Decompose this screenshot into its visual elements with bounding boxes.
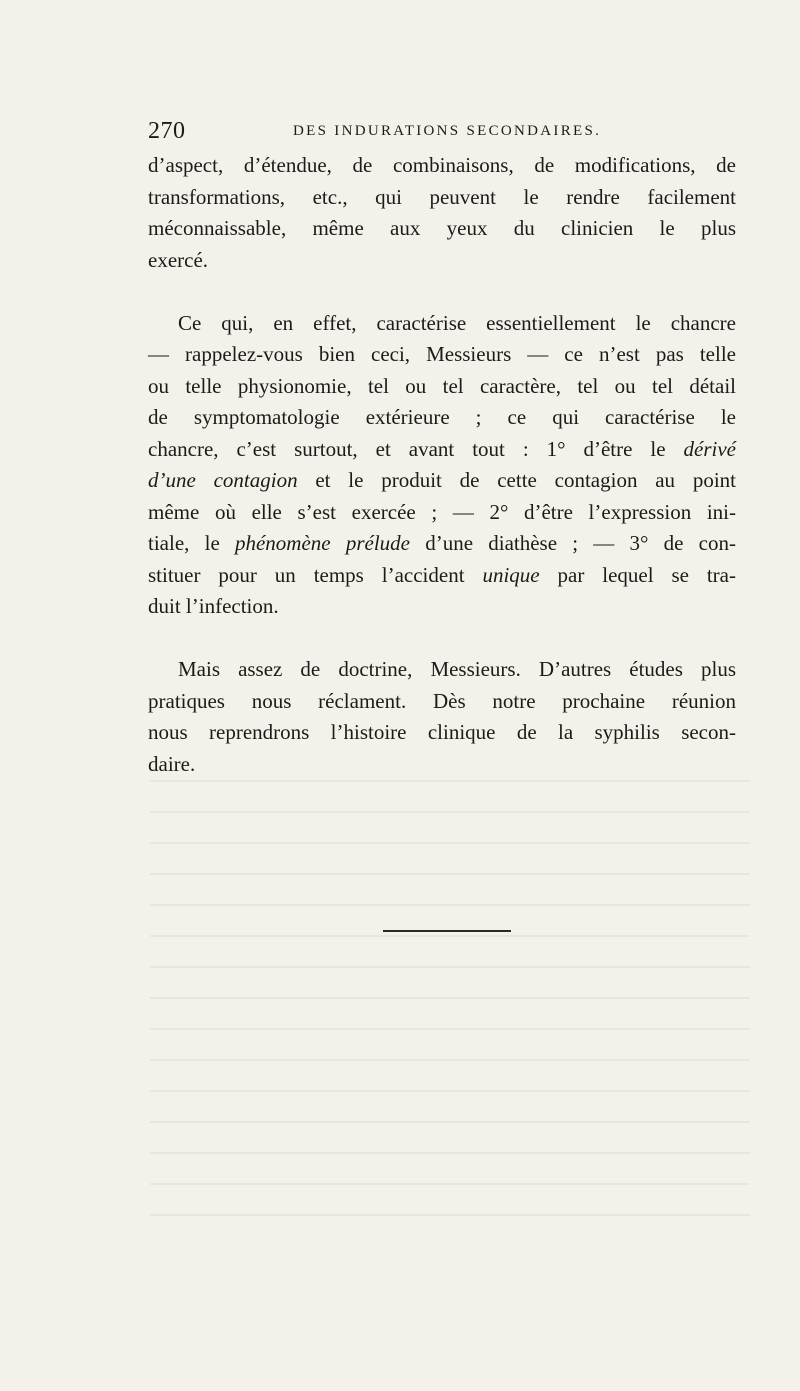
text-line: transformations, etc., qui peuvent le rendre facilement bbox=[148, 184, 736, 209]
italic-term: d’une contagion bbox=[148, 468, 298, 492]
running-title: DES INDURATIONS SECONDAIRES. bbox=[293, 123, 602, 139]
italic-term: dérivé bbox=[683, 436, 736, 461]
text-line: même où elle s’est exercée ; — 2° d’être l’expression ini- bbox=[148, 499, 736, 524]
text-line: duit l’infection. bbox=[148, 594, 279, 618]
text-line: daire. bbox=[148, 751, 196, 776]
text-line: Ce qui, en effet, caractérise essentiellement le chancre bbox=[178, 310, 736, 335]
text-line: nous reprendrons l’histoire clinique de la syphilis secon- bbox=[148, 720, 736, 744]
italic-term: unique bbox=[482, 562, 540, 587]
text-line: tiale, le phénomène prélude d’une diathèse ; — 3° de con- bbox=[148, 531, 736, 555]
text-line: d’aspect, d’étendue, de combinaisons, de modifications, de bbox=[148, 153, 736, 177]
text-line: de symptomatologie extérieure ; ce qui caractérise le bbox=[148, 405, 736, 429]
end-rule bbox=[383, 930, 511, 932]
italic-term: phénomène prélude bbox=[234, 531, 410, 555]
text-line: méconnaissable, même aux yeux du clinicien le plus bbox=[148, 216, 736, 240]
text-line: — rappelez-vous bien ceci, Messieurs — ce n’est pas telle bbox=[148, 342, 736, 366]
running-head bbox=[148, 118, 738, 148]
body-text bbox=[148, 150, 736, 780]
page-number: 270 bbox=[148, 118, 186, 144]
show-through-text bbox=[150, 780, 750, 1220]
text-line: exercé. bbox=[148, 247, 209, 272]
text-line: chancre, c’est surtout, et avant tout : 1° d’être le dérivé bbox=[148, 436, 736, 461]
text-line: pratiques nous réclament. Dès notre prochaine réunion bbox=[148, 688, 736, 713]
text-line: stituer pour un temps l’accident unique par lequel se tra- bbox=[148, 562, 736, 587]
text-line: Mais assez de doctrine, Messieurs. D’autres études plus bbox=[178, 657, 736, 681]
text-line: ou telle physionomie, tel ou tel caractère, tel ou tel détail bbox=[148, 373, 736, 398]
text-line: d’une contagion et le produit de cette contagion au point bbox=[148, 468, 736, 492]
